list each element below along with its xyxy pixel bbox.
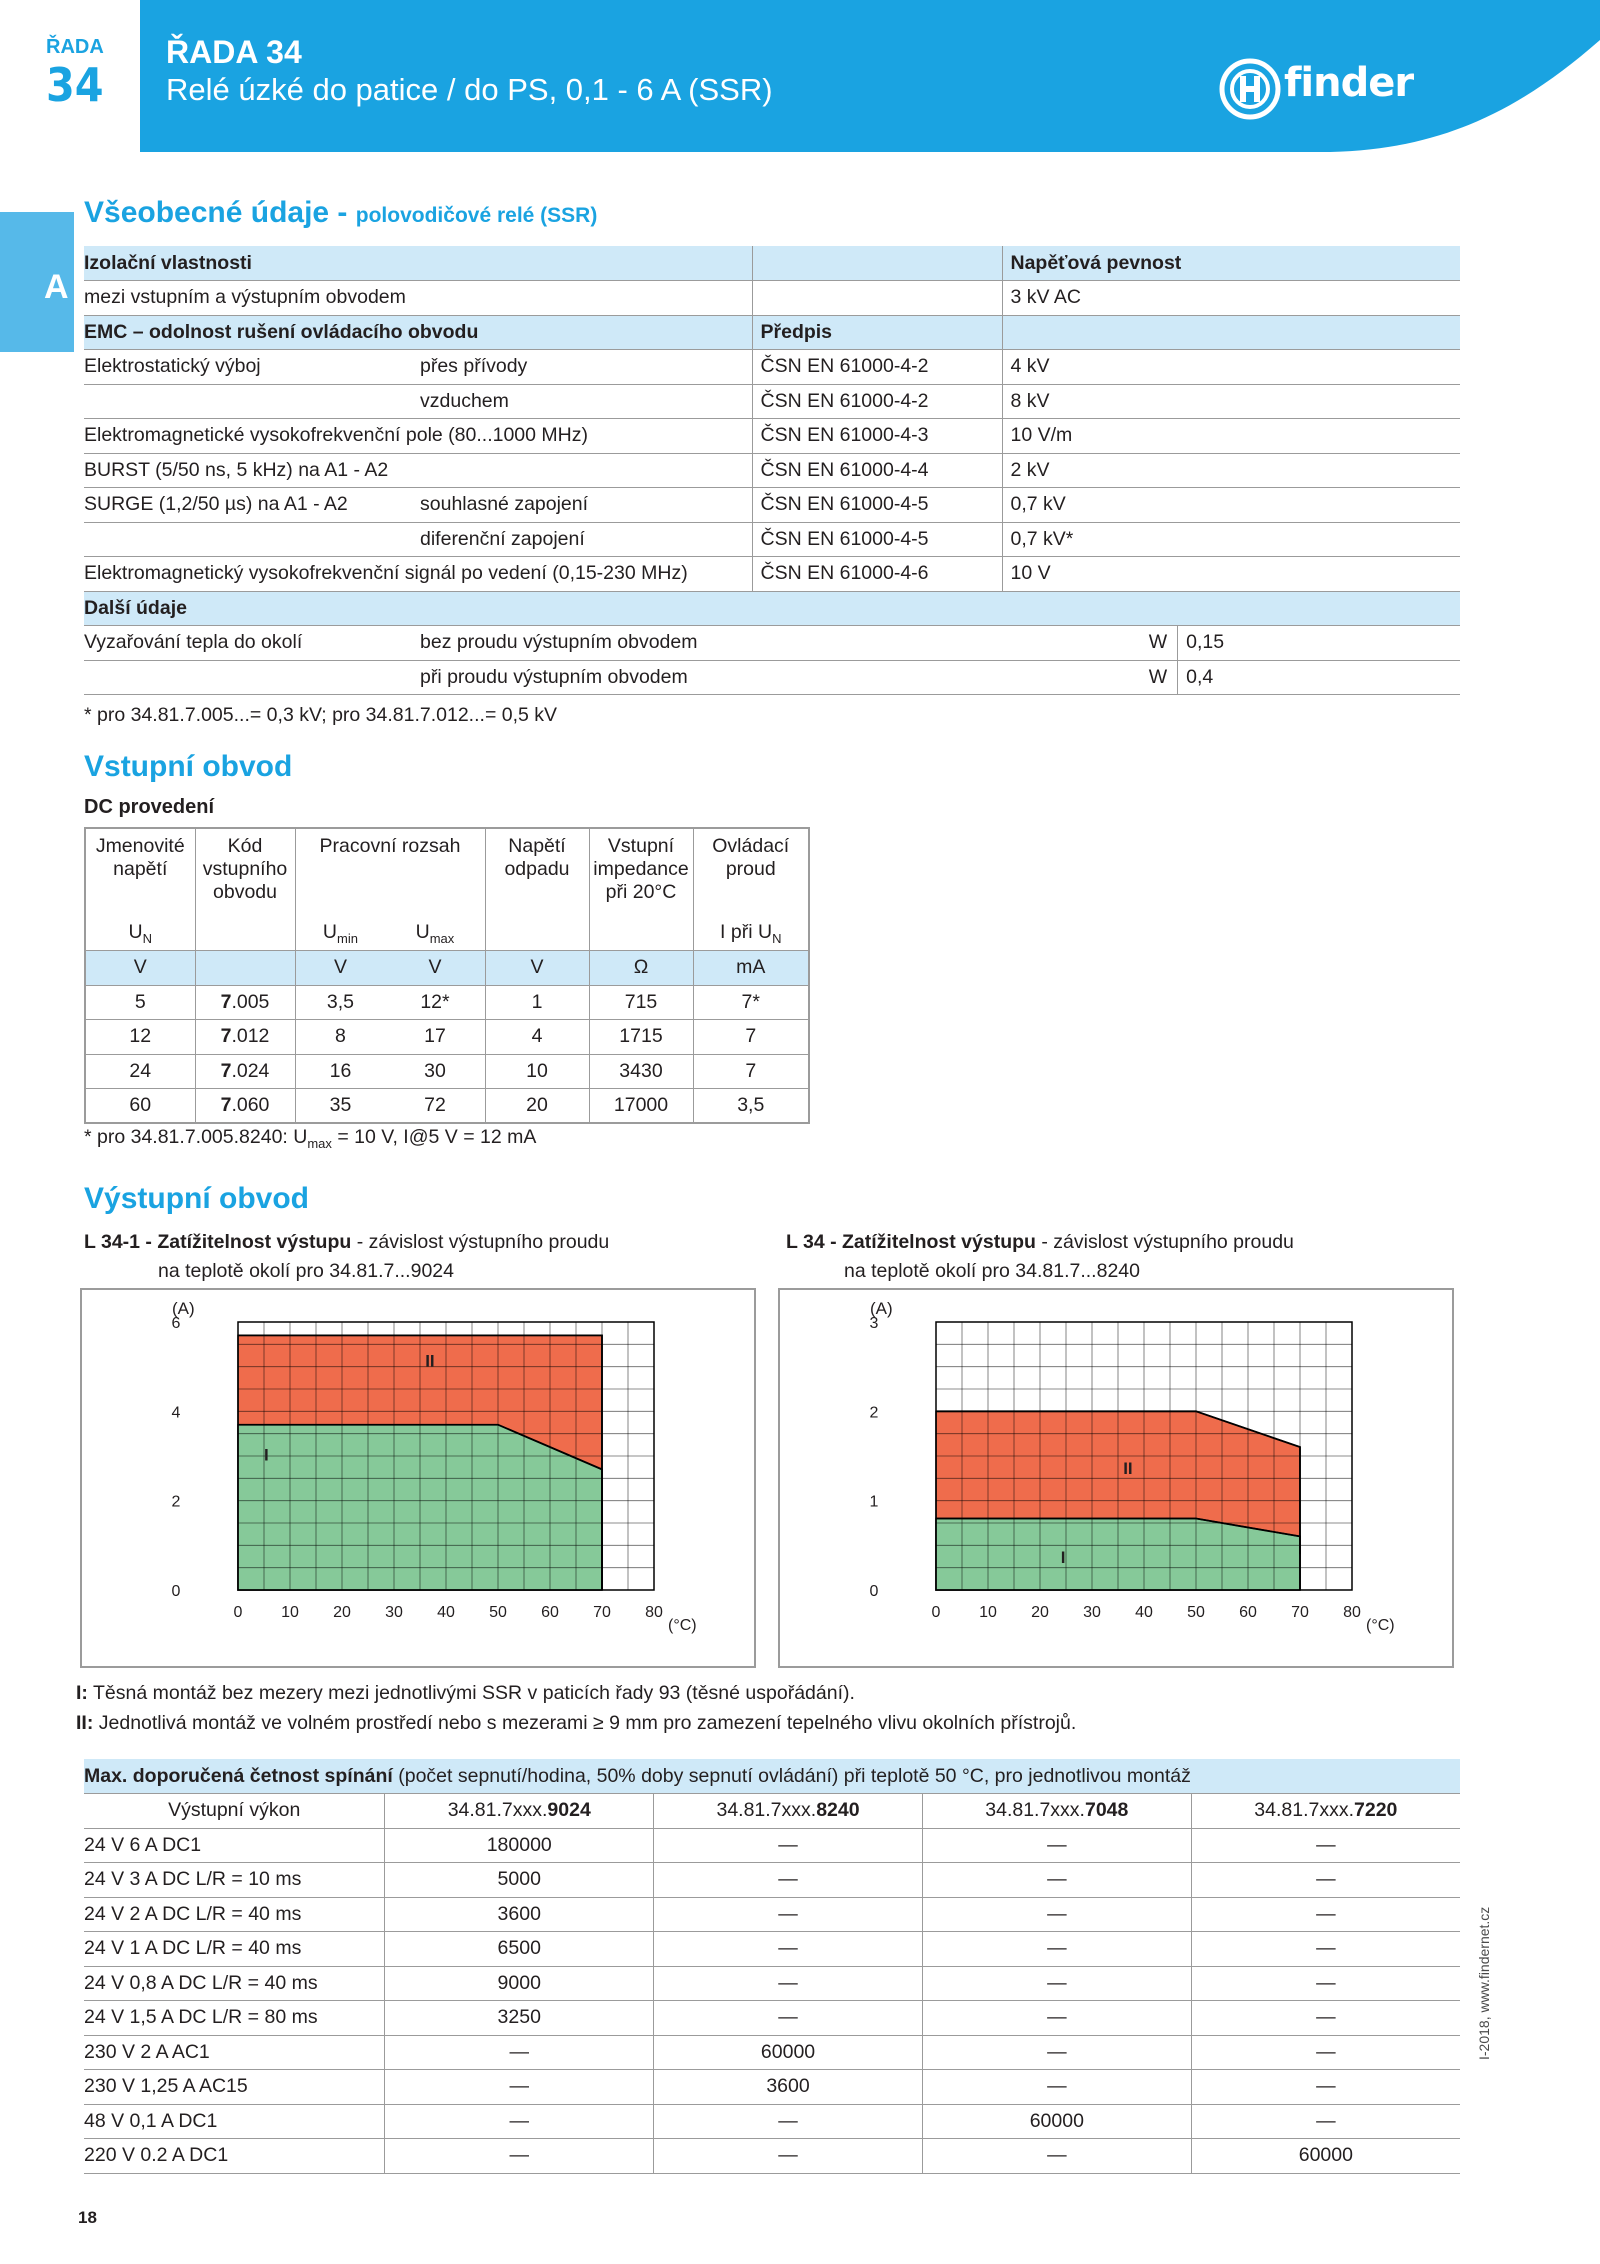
sym-un: $U_N$: [85, 916, 195, 951]
sw-value: 60000: [1191, 2139, 1460, 2174]
x-tick-label: 50: [1187, 1604, 1205, 1621]
isolation-label: mezi vstupním a výstupním obvodem: [84, 281, 752, 316]
sw-label: 48 V 0,1 A DC1: [84, 2104, 385, 2139]
cell-code: 7.012: [195, 1020, 295, 1055]
y-tick-label: 2: [869, 1404, 879, 1422]
table-row: [84, 557, 1460, 592]
y-tick-label: 4: [171, 1404, 181, 1422]
emc-sub: vzduchem: [420, 384, 752, 419]
chart1-frame: [80, 1288, 756, 1668]
heat-unit: W: [1002, 626, 1178, 661]
emc-std: ČSN EN 61000-4-2: [752, 384, 1002, 419]
sw-value: 60000: [654, 2035, 923, 2070]
heat-sub: při proudu výstupním obvodem: [420, 660, 1002, 695]
sw-label: 24 V 0,8 A DC L/R = 40 ms: [84, 1966, 385, 2001]
col-head-current: Ovládací proud: [712, 835, 790, 880]
table-row: [84, 2104, 1460, 2139]
emc-sub: přes přívody: [420, 350, 752, 385]
cell-imp: 3430: [589, 1054, 693, 1089]
isolation-value: 3 kV AC: [1002, 281, 1460, 316]
table-row: [84, 384, 1460, 419]
sw-value: —: [922, 2139, 1191, 2174]
unit-cell: V: [485, 951, 589, 986]
col-head-9024: 34.81.7xxx.9024: [385, 1794, 654, 1829]
emc-label: [84, 522, 420, 557]
x-tick-label: 30: [1083, 1604, 1101, 1621]
switching-title: Max. doporučená četnost spínání (počet sepnutí/hodina, 50% doby sepnutí ovládání) při teplotě 50 °C, pro jednotlivou montáž: [84, 1759, 1460, 1794]
cell-umax: 17: [385, 1020, 485, 1055]
side-note: I-2018, www.findernet.cz: [1476, 1906, 1492, 2060]
x-tick-label: 40: [437, 1604, 455, 1621]
sw-value: —: [1191, 1966, 1460, 2001]
table-row: [84, 1828, 1460, 1863]
voltage-strength-header: Napěťová pevnost: [1002, 246, 1460, 281]
x-tick-label: 70: [1291, 1604, 1309, 1621]
emc-std: ČSN EN 61000-4-3: [752, 419, 1002, 454]
col-head-output: Výstupní výkon: [84, 1794, 385, 1829]
table-row: [85, 1089, 809, 1124]
general-table: [84, 246, 1460, 695]
x-tick-label: 20: [1031, 1604, 1049, 1621]
sw-value: —: [654, 1966, 923, 2001]
series-label-I: I: [1060, 1548, 1066, 1568]
table-row: [84, 522, 1460, 557]
chart2-svg: [780, 1290, 1452, 1666]
series-label: ŘADA: [46, 36, 104, 58]
sw-value: 9000: [385, 1966, 654, 2001]
cell-umax: 12*: [385, 985, 485, 1020]
output-section-title: Výstupní obvod: [84, 1182, 309, 1215]
sw-value: —: [654, 2001, 923, 2036]
chart1-svg: [82, 1290, 754, 1666]
emc-label: SURGE (1,2/50 µs) na A1 - A2: [84, 488, 420, 523]
sw-value: 5000: [385, 1863, 654, 1898]
emc-std: ČSN EN 61000-4-2: [752, 350, 1002, 385]
x-tick-label: 30: [385, 1604, 403, 1621]
cell-un: 24: [85, 1054, 195, 1089]
chart2-title: L 34 - Zatížitelnost výstupu - závislost výstupního proudu na teplotě okolí pro 34.81.7...8240: [786, 1231, 1294, 1282]
x-tick-label: 20: [333, 1604, 351, 1621]
series-label-II: II: [1123, 1458, 1133, 1478]
table-row: [84, 1863, 1460, 1898]
sw-label: 24 V 2 A DC L/R = 40 ms: [84, 1897, 385, 1932]
cell-code: 7.024: [195, 1054, 295, 1089]
cell-un: 12: [85, 1020, 195, 1055]
emc-std: ČSN EN 61000-4-4: [752, 453, 1002, 488]
emc-value: 10 V: [1002, 557, 1460, 592]
col-head-8240: 34.81.7xxx.8240: [654, 1794, 923, 1829]
other-header: Další údaje: [84, 591, 752, 626]
emc-label: Elektrostatický výboj: [84, 350, 420, 385]
col-head-drop: Napětí odpadu: [485, 828, 589, 916]
y-axis-label: (A): [172, 1299, 195, 1318]
cell-cur: 7*: [693, 985, 809, 1020]
sw-value: —: [1191, 1828, 1460, 1863]
table-row: [84, 2070, 1460, 2105]
sw-value: —: [1191, 2070, 1460, 2105]
cell-un: 60: [85, 1089, 195, 1124]
cell-umax: 30: [385, 1054, 485, 1089]
cell-cur: 7: [693, 1054, 809, 1089]
emc-value: 8 kV: [1002, 384, 1460, 419]
emc-label: Elektromagnetické vysokofrekvenční pole (80...1000 MHz): [84, 419, 752, 454]
sw-value: —: [654, 1897, 923, 1932]
chart2-frame: [778, 1288, 1454, 1668]
sw-value: —: [654, 1863, 923, 1898]
col-head-range: Pracovní rozsah: [295, 828, 485, 916]
cell-umin: 8: [295, 1020, 385, 1055]
sw-label: 230 V 2 A AC1: [84, 2035, 385, 2070]
series-label-I: I: [264, 1445, 269, 1465]
unit-cell: Ω: [589, 951, 693, 986]
sw-label: 230 V 1,25 A AC15: [84, 2070, 385, 2105]
y-tick-label: 6: [171, 1315, 181, 1332]
heat-unit: W: [1002, 660, 1178, 695]
sw-value: —: [922, 2070, 1191, 2105]
series-label-II: II: [425, 1351, 435, 1371]
x-tick-label: 80: [645, 1604, 663, 1621]
sw-value: —: [922, 1863, 1191, 1898]
standard-header: Předpis: [752, 315, 1002, 350]
emc-label: Elektromagnetický vysokofrekvenční signál po vedení (0,15-230 MHz): [84, 557, 752, 592]
cell-umin: 3,5: [295, 985, 385, 1020]
cell-drop: 10: [485, 1054, 589, 1089]
table-row: [84, 626, 1460, 661]
table-row: [84, 2035, 1460, 2070]
sw-label: 24 V 1,5 A DC L/R = 80 ms: [84, 2001, 385, 2036]
table-row: [84, 488, 1460, 523]
sw-value: 6500: [385, 1932, 654, 1967]
cell-un: 5: [85, 985, 195, 1020]
emc-sub: souhlasné zapojení: [420, 488, 752, 523]
emc-label: BURST (5/50 ns, 5 kHz) na A1 - A2: [84, 453, 752, 488]
unit-cell: V: [85, 951, 195, 986]
cell-cur: 7: [693, 1020, 809, 1055]
sw-value: —: [385, 2139, 654, 2174]
col-head-impedance: Vstupní impedance při 20°C: [589, 828, 693, 916]
table-row: [85, 1020, 809, 1055]
table-row: [84, 1966, 1460, 2001]
cell-umin: 35: [329, 1094, 352, 1116]
sw-value: —: [1191, 1897, 1460, 1932]
sw-value: 180000: [385, 1828, 654, 1863]
section-tab-letter: A: [44, 268, 69, 306]
heat-sub: bez proudu výstupním obvodem: [420, 626, 1002, 661]
input-section-title: Vstupní obvod: [84, 750, 293, 783]
x-axis-label: (°C): [1366, 1617, 1395, 1634]
sym-umax: $U_{max}$: [385, 916, 485, 951]
cell-imp: 1715: [589, 1020, 693, 1055]
cell-drop: 4: [485, 1020, 589, 1055]
cell-imp: 715: [589, 985, 693, 1020]
sw-value: —: [1191, 2001, 1460, 2036]
cell-cur: 3,5: [737, 1094, 765, 1116]
sw-value: —: [1191, 2104, 1460, 2139]
sw-value: —: [922, 2001, 1191, 2036]
general-section-title: [84, 196, 597, 230]
sw-value: —: [1191, 2035, 1460, 2070]
input-subtitle: DC provedení: [84, 796, 215, 818]
x-tick-label: 10: [979, 1604, 997, 1621]
emc-std: ČSN EN 61000-4-5: [752, 522, 1002, 557]
cell-code: 7.060: [195, 1089, 295, 1124]
x-tick-label: 60: [541, 1604, 559, 1621]
sw-value: —: [654, 1932, 923, 1967]
general-title-text: Všeobecné údaje -: [84, 196, 348, 229]
page-number: 18: [78, 2208, 97, 2227]
page-subtitle: Relé úzké do patice / do PS, 0,1 - 6 A (SSR): [166, 72, 773, 107]
sw-value: —: [922, 1932, 1191, 1967]
table-row: [84, 1897, 1460, 1932]
col-head-7220: 34.81.7xxx.7220: [1191, 1794, 1460, 1829]
cell-umax: 72: [385, 1089, 485, 1124]
x-tick-label: 60: [1239, 1604, 1257, 1621]
table-row: [84, 660, 1460, 695]
legend-II: II: Jednotlivá montáž ve volném prostředí nebo s mezerami ≥ 9 mm pro zamezení tepelného vlivu okolních přístrojů.: [76, 1712, 1077, 1734]
sw-value: —: [1191, 1932, 1460, 1967]
emc-label: [84, 384, 420, 419]
sw-label: 24 V 3 A DC L/R = 10 ms: [84, 1863, 385, 1898]
unit-cell: [195, 951, 295, 986]
cell-drop: 20: [485, 1089, 589, 1124]
emc-value: 0,7 kV*: [1002, 522, 1460, 557]
sw-value: —: [922, 2035, 1191, 2070]
emc-value: 2 kV: [1002, 453, 1460, 488]
sw-value: —: [385, 2104, 654, 2139]
x-tick-label: 50: [489, 1604, 507, 1621]
y-axis-label: (A): [870, 1299, 893, 1318]
x-tick-label: 0: [233, 1604, 243, 1621]
legend-I: I: Těsná montáž bez mezery mezi jednotlivými SSR v paticích řady 93 (těsné uspořádání).: [76, 1682, 855, 1704]
general-footnote: * pro 34.81.7.005...= 0,3 kV; pro 34.81.7.012...= 0,5 kV: [84, 704, 558, 726]
general-title-small: polovodičové relé (SSR): [355, 204, 598, 227]
unit-cell: mA: [693, 951, 809, 986]
heat-label: Vyzařování tepla do okolí: [84, 626, 420, 661]
sw-value: 3600: [654, 2070, 923, 2105]
emc-std: ČSN EN 61000-4-5: [752, 488, 1002, 523]
x-axis-label: (°C): [668, 1617, 697, 1634]
table-row: [84, 2139, 1460, 2174]
unit-cell: V: [295, 951, 385, 986]
heat-value: 0,15: [1178, 626, 1460, 661]
chart1-title: L 34-1 - Zatížitelnost výstupu - závislost výstupního proudu na teplotě okolí pro 34.81.7...9024: [84, 1231, 610, 1282]
sw-value: 60000: [922, 2104, 1191, 2139]
cell-drop: 1: [485, 985, 589, 1020]
y-tick-label: 3: [869, 1315, 879, 1332]
x-tick-label: 80: [1343, 1604, 1361, 1621]
sym-umin: $U_{min}$: [295, 916, 385, 951]
switching-table: [84, 1759, 1460, 2174]
unit-cell: V: [385, 951, 485, 986]
col-head-code: Kód vstupního obvodu: [195, 828, 295, 916]
page-title: ŘADA 34: [166, 34, 302, 70]
emc-value: 0,7 kV: [1002, 488, 1460, 523]
heat-value: 0,4: [1178, 660, 1460, 695]
table-row: [84, 453, 1460, 488]
sw-label: 24 V 6 A DC1: [84, 1828, 385, 1863]
emc-header: EMC – odolnost rušení ovládacího obvodu: [84, 315, 752, 350]
x-tick-label: 40: [1135, 1604, 1153, 1621]
y-tick-label: 0: [171, 1583, 181, 1600]
sw-value: 3250: [385, 2001, 654, 2036]
col-head-7048: 34.81.7xxx.7048: [922, 1794, 1191, 1829]
emc-sub: diferenční zapojení: [420, 522, 752, 557]
sw-value: —: [654, 2104, 923, 2139]
emc-std: ČSN EN 61000-4-6: [752, 557, 1002, 592]
emc-value: 4 kV: [1002, 350, 1460, 385]
sw-label: 220 V 0.2 A DC1: [84, 2139, 385, 2174]
table-row: [85, 985, 809, 1020]
heat-label: [84, 660, 420, 695]
sw-value: —: [654, 1828, 923, 1863]
input-footnote: * pro 34.81.7.005.8240: $U_{max} = 10$ V, I@5 V = 12 mA: [84, 1126, 537, 1151]
cell-umin: 16: [295, 1054, 385, 1089]
y-tick-label: 2: [171, 1493, 181, 1511]
x-tick-label: 0: [931, 1604, 941, 1621]
sw-value: —: [922, 1966, 1191, 2001]
dc-table: [84, 827, 810, 1124]
y-tick-label: 1: [869, 1493, 879, 1511]
isolation-header: Izolační vlastnosti: [84, 246, 420, 281]
sw-value: —: [654, 2139, 923, 2174]
sw-value: —: [385, 2070, 654, 2105]
series-number: 34: [46, 58, 104, 112]
cell-imp: 17000: [589, 1089, 693, 1124]
sym-current: I při $U_N$: [693, 916, 809, 951]
sw-value: —: [922, 1897, 1191, 1932]
x-tick-label: 70: [593, 1604, 611, 1621]
table-row: [85, 1054, 809, 1089]
table-row: [84, 419, 1460, 454]
table-row: [84, 350, 1460, 385]
col-head-nominal: Jmenovité napětí: [85, 828, 195, 916]
sw-value: 3600: [385, 1897, 654, 1932]
sw-label: 24 V 1 A DC L/R = 40 ms: [84, 1932, 385, 1967]
table-row: [84, 1932, 1460, 1967]
logo-text: finder: [1284, 60, 1414, 106]
sw-value: —: [1191, 1863, 1460, 1898]
x-tick-label: 10: [281, 1604, 299, 1621]
sw-value: —: [385, 2035, 654, 2070]
sw-value: —: [922, 1828, 1191, 1863]
emc-value: 10 V/m: [1002, 419, 1460, 454]
y-tick-label: 0: [869, 1583, 879, 1600]
cell-code: 7.005: [195, 985, 295, 1020]
table-row: [84, 2001, 1460, 2036]
